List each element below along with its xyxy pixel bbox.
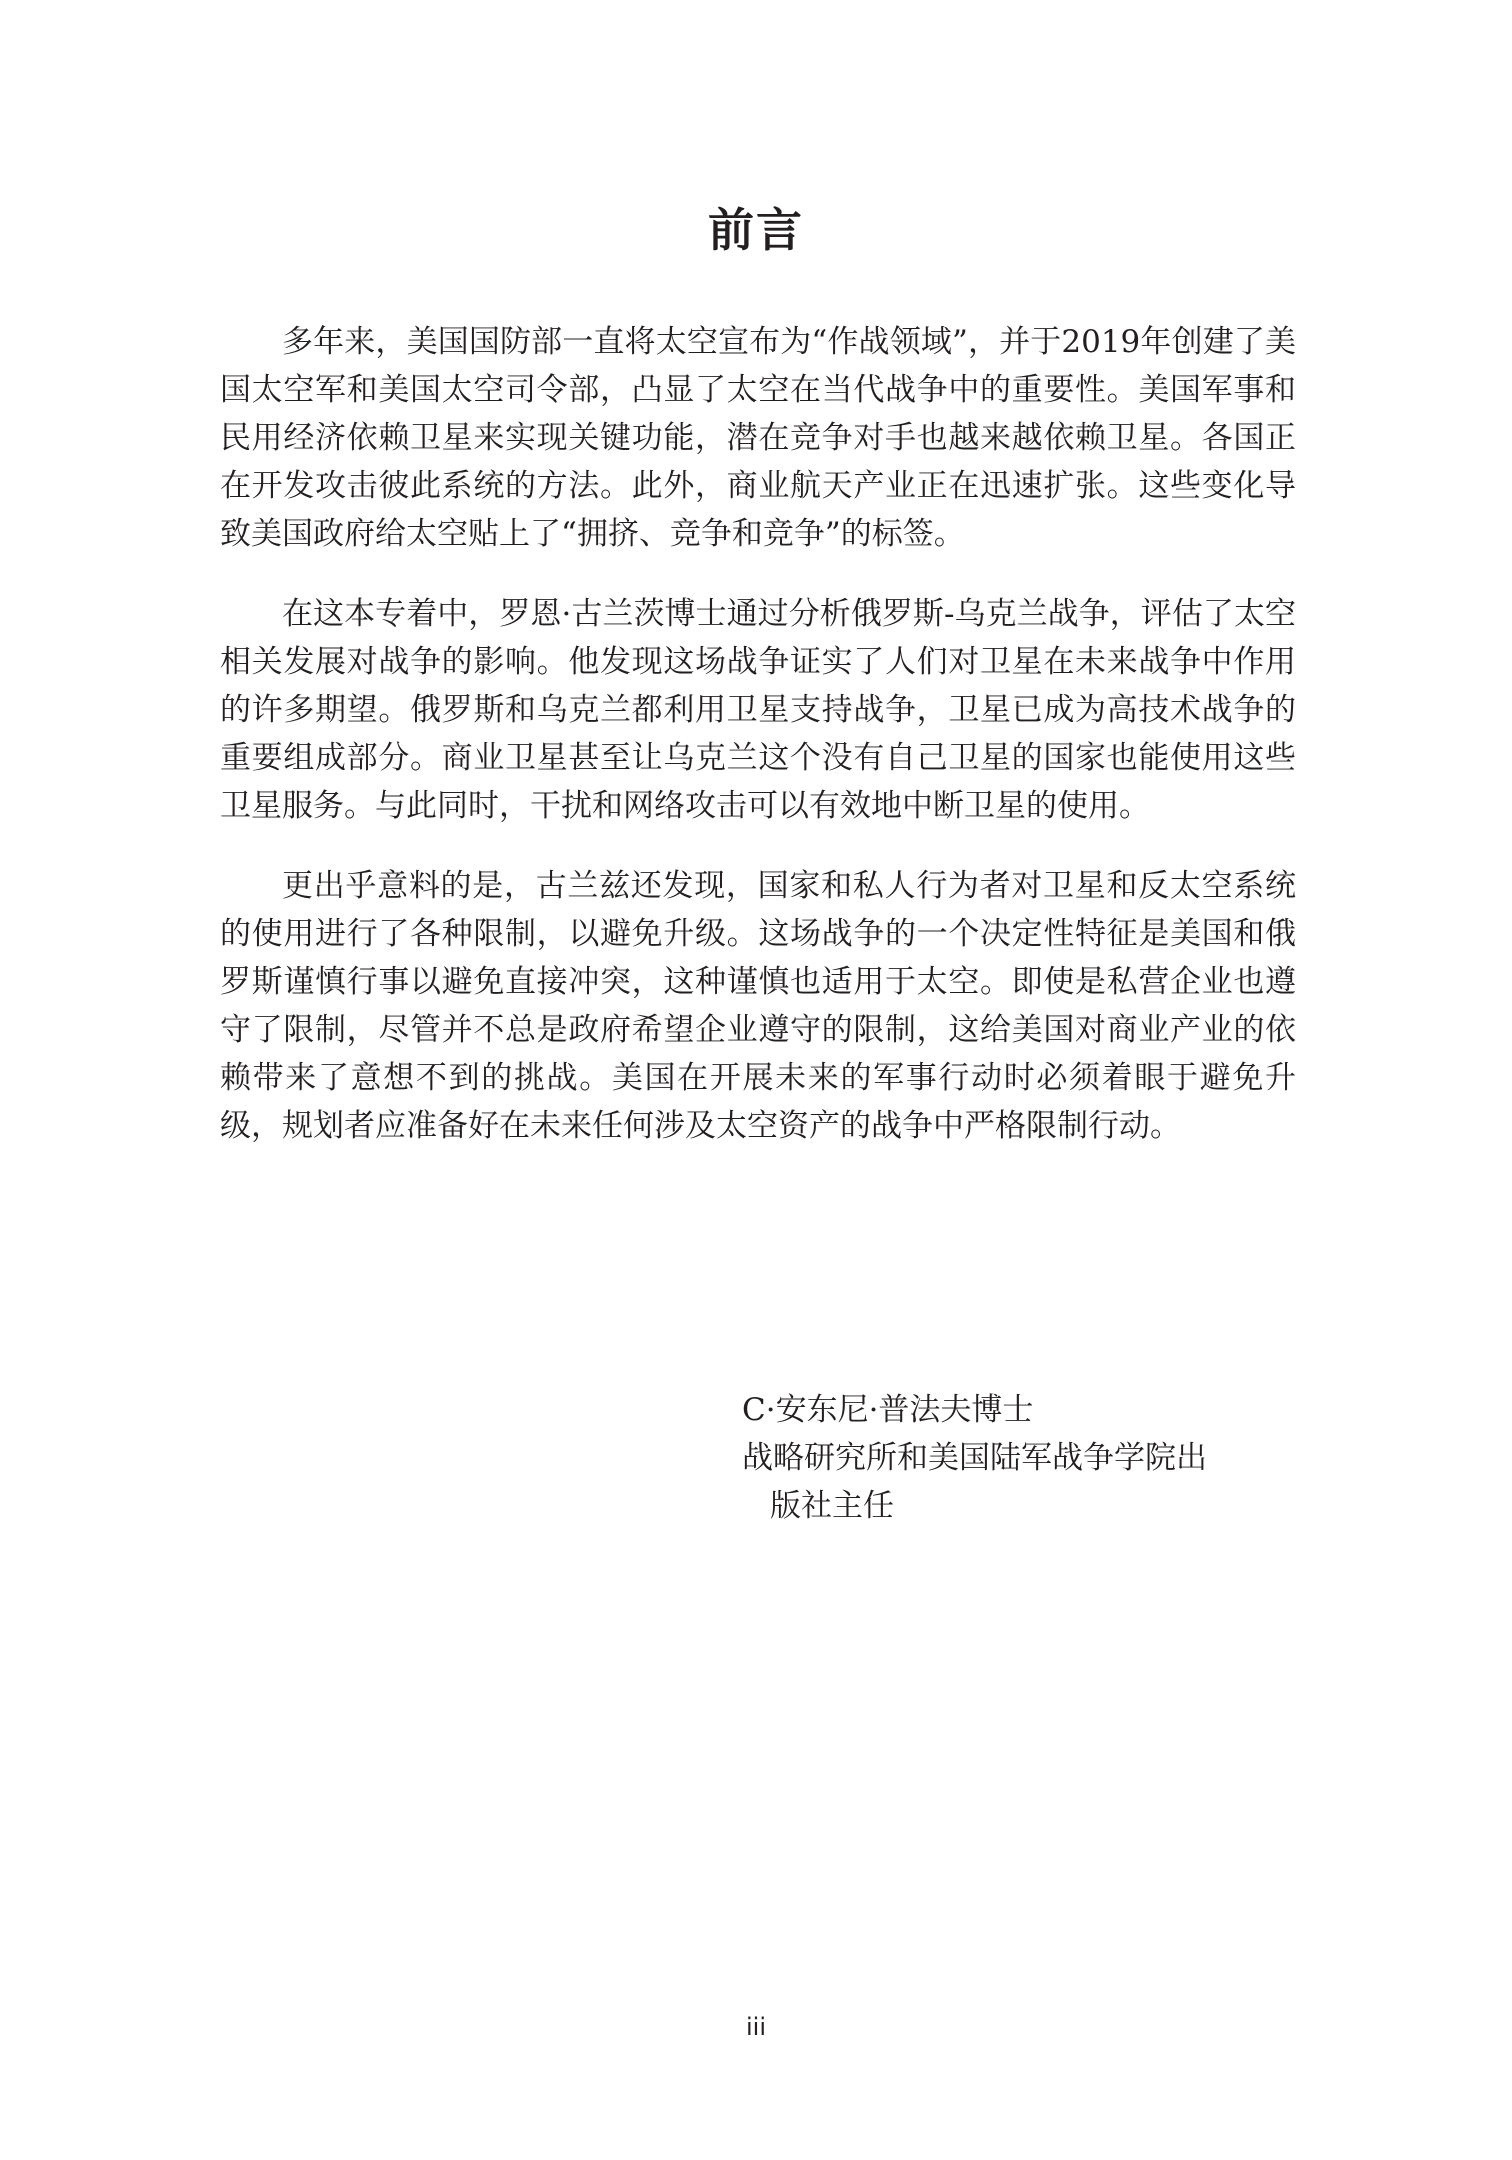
paragraph-1: 多年来，美国国防部一直将太空宣布为“作战领域”，并于2019年创建了美国太空军和美国太空司令部，凸显了太空在当代战争中的重要性。美国军事和民用经济依赖卫星来实现关键功能，潜在竞争对手也越来越依赖卫星。各国正在开发攻击彼此系统的方法。此外，商业航天产业正在迅速扩张。这些变化导致美国政府给太空贴上了“拥挤、竞争和竞争”的标签。 xyxy=(220,324,1296,552)
signature-block xyxy=(742,1386,1302,1530)
signature-title-line-2: 版社主任 xyxy=(770,1488,894,1524)
page-number: iii xyxy=(745,2013,766,2041)
signature-title-line-1: 战略研究所和美国陆军战争学院出 xyxy=(742,1440,1207,1476)
signature-name: C·安东尼·普法夫博士 xyxy=(742,1392,1034,1428)
preface-body xyxy=(220,318,1296,1182)
paragraph-3: 更出乎意料的是，古兰兹还发现，国家和私人行为者对卫星和反太空系统的使用进行了各种限制，以避免升级。这场战争的一个决定性特征是美国和俄罗斯谨慎行事以避免直接冲突，这种谨慎也适用于太空。即使是私营企业也遵守了限制，尽管并不总是政府希望企业遵守的限制，这给美国对商业产业的依赖带来了意想不到的挑战。美国在开展未来的军事行动时必须着眼于避免升级，规划者应准备好在未来任何涉及太空资产的战争中严格限制行动。 xyxy=(220,868,1296,1144)
page-title: 前言 xyxy=(708,203,804,257)
paragraph-2: 在这本专着中，罗恩·古兰茨博士通过分析俄罗斯-乌克兰战争，评估了太空相关发展对战争的影响。他发现这场战争证实了人们对卫星在未来战争中作用的许多期望。俄罗斯和乌克兰都利用卫星支持战争，卫星已成为高技术战争的重要组成部分。商业卫星甚至让乌克兰这个没有自己卫星的国家也能使用这些卫星服务。与此同时，干扰和网络攻击可以有效地中断卫星的使用。 xyxy=(220,596,1296,824)
